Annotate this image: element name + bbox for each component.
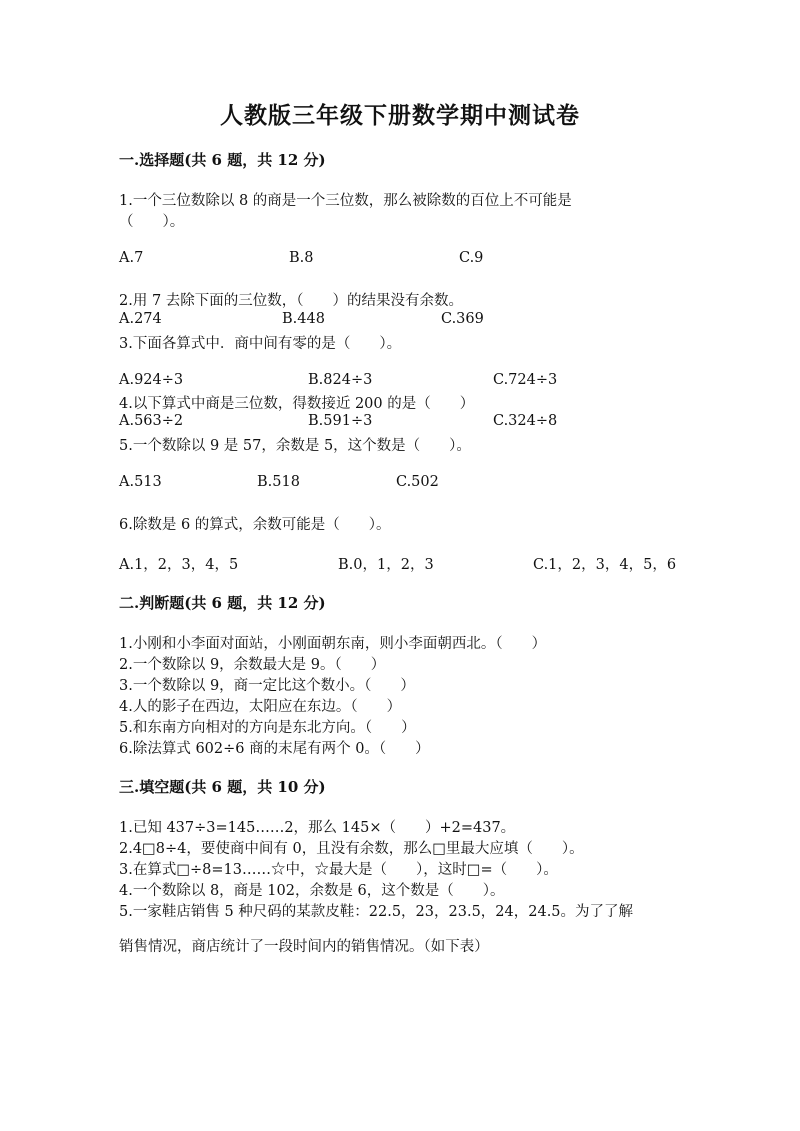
option-b: B.824÷3	[308, 372, 373, 388]
page-title: 人教版三年级下册数学期中测试卷	[220, 102, 580, 129]
fill-item: 4.一个数除以 8，商是 102，余数是 6，这个数是（ ）。	[119, 883, 505, 899]
fill-item: 3.在算式□÷8=13……☆中，☆最大是（ ），这时□=（ ）。	[119, 862, 558, 878]
question-text: （ ）。	[119, 214, 185, 230]
section-heading-fill: 三.填空题(共 6 题，共 10 分)	[119, 778, 326, 796]
fill-item: 1.已知 437÷3=145……2，那么 145×（ ）+2=437。	[119, 820, 516, 836]
option-c: C.502	[396, 474, 439, 490]
question-text: 3.下面各算式中．商中间有零的是（ ）。	[119, 336, 402, 352]
option-c: C.369	[441, 311, 484, 327]
judge-item: 1.小刚和小李面对面站，小刚面朝东南，则小李面朝西北。（ ）	[119, 636, 547, 652]
question-text: 1.一个三位数除以 8 的商是一个三位数，那么被除数的百位上不可能是	[119, 193, 572, 209]
option-a: A.563÷2	[119, 413, 184, 429]
question-text: 4.以下算式中商是三位数，得数接近 200 的是（ ）	[119, 396, 475, 412]
option-c: C.724÷3	[493, 372, 558, 388]
option-a: A.7	[119, 250, 144, 266]
option-a: A.513	[119, 474, 162, 490]
judge-item: 2.一个数除以 9，余数最大是 9。（ ）	[119, 657, 386, 673]
question-text: 6.除数是 6 的算式，余数可能是（ ）。	[119, 517, 391, 533]
option-c: C.9	[459, 250, 484, 266]
judge-item: 5.和东南方向相对的方向是东北方向。（ ）	[119, 720, 416, 736]
question-text: 5.一个数除以 9 是 57，余数是 5，这个数是（ ）。	[119, 438, 471, 454]
option-b: B.8	[289, 250, 314, 266]
fill-item: 销售情况，商店统计了一段时间内的销售情况。（如下表）	[119, 939, 489, 955]
option-a: A.1，2，3，4，5	[119, 557, 239, 573]
option-a: A.924÷3	[119, 372, 184, 388]
option-b: B.518	[257, 474, 300, 490]
section-heading-choice: 一.选择题(共 6 题，共 12 分)	[119, 151, 326, 169]
option-c: C.324÷8	[493, 413, 558, 429]
section-heading-judge: 二.判断题(共 6 题，共 12 分)	[119, 594, 326, 612]
option-b: B.0，1，2，3	[338, 557, 434, 573]
option-b: B.448	[282, 311, 325, 327]
option-b: B.591÷3	[308, 413, 373, 429]
judge-item: 3.一个数除以 9，商一定比这个数小。（ ）	[119, 678, 415, 694]
fill-item: 5.一家鞋店销售 5 种尺码的某款皮鞋：22.5，23，23.5，24，24.5。为了了解	[119, 904, 634, 920]
judge-item: 6.除法算式 602÷6 商的末尾有两个 0。（ ）	[119, 741, 430, 757]
question-text: 2.用 7 去除下面的三位数，（ ）的结果没有余数。	[119, 293, 464, 309]
option-c: C.1，2，3，4，5，6	[533, 557, 677, 573]
fill-item: 2.4□8÷4，要使商中间有 0，且没有余数，那么□里最大应填（ ）。	[119, 841, 584, 857]
judge-item: 4.人的影子在西边，太阳应在东边。（ ）	[119, 699, 402, 715]
option-a: A.274	[119, 311, 162, 327]
